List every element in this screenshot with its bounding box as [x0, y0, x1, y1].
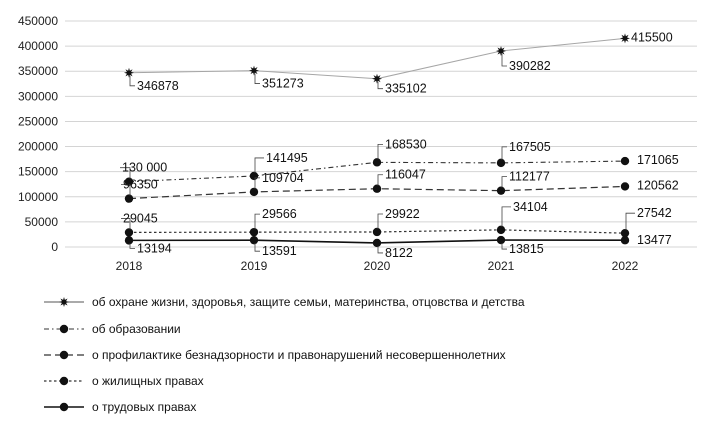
- data-point: [125, 228, 133, 236]
- legend-swatch-marker: [60, 377, 68, 385]
- legend-entry: [44, 400, 196, 414]
- legend-entry: [44, 374, 204, 388]
- y-tick-label: 250000: [17, 114, 58, 129]
- data-point: [250, 236, 258, 244]
- legend-swatch-marker: [60, 351, 68, 359]
- data-point: [373, 228, 381, 236]
- legend-entry: [44, 295, 525, 309]
- data-point: [621, 236, 629, 244]
- y-tick-label: 150000: [17, 164, 58, 179]
- label-leader: [502, 147, 507, 160]
- data-point: [250, 228, 258, 236]
- legend-label: об образовании: [92, 322, 181, 336]
- data-point: [496, 46, 506, 56]
- series-lines: [124, 33, 630, 247]
- y-tick-label: 0: [51, 240, 58, 254]
- label-leaders: [120, 54, 635, 256]
- legend-entry: [44, 348, 506, 362]
- y-tick-label: 100000: [17, 189, 58, 204]
- data-label: 346878: [137, 78, 179, 93]
- data-point: [621, 182, 629, 190]
- data-label: 112177: [509, 169, 550, 184]
- x-tick-label: 2021: [487, 259, 515, 273]
- label-leader: [378, 82, 383, 89]
- data-point: [373, 158, 381, 166]
- data-point: [497, 226, 505, 234]
- data-point: [620, 33, 630, 43]
- legend-label: о трудовых правах: [92, 400, 197, 414]
- legend-swatch-marker: [60, 403, 68, 411]
- y-tick-label: 450000: [17, 14, 58, 28]
- y-axis-ticks: [18, 14, 58, 254]
- data-point: [124, 68, 134, 78]
- data-label: 13815: [509, 242, 544, 257]
- data-label: 116047: [385, 167, 426, 182]
- x-tick-label: 2022: [611, 259, 639, 273]
- y-tick-label: 350000: [17, 64, 58, 79]
- data-label: 415500: [631, 30, 673, 45]
- data-label: 390282: [509, 58, 551, 73]
- data-label: 335102: [385, 81, 427, 96]
- data-label: 13591: [262, 244, 297, 259]
- label-leader: [130, 76, 135, 86]
- data-label: 168530: [385, 137, 427, 152]
- legend: [44, 295, 525, 414]
- data-point: [373, 239, 381, 247]
- data-label: 109704: [262, 170, 304, 185]
- x-tick-label: 2018: [115, 259, 143, 273]
- data-label: 171065: [637, 153, 679, 168]
- legend-swatch-marker: [59, 297, 69, 307]
- legend-label: об охране жизни, здоровья, защите семьи, материнства, отцовства и детства: [92, 295, 525, 309]
- data-label: 29922: [385, 206, 420, 221]
- data-label: 27542: [637, 206, 672, 221]
- legend-label: о жилищных правах: [92, 374, 204, 388]
- data-label: 120562: [637, 178, 679, 193]
- data-label: 29566: [262, 207, 297, 222]
- data-point: [497, 236, 505, 244]
- label-leader: [255, 74, 260, 84]
- y-tick-label: 50000: [24, 214, 58, 229]
- data-labels: [122, 30, 679, 260]
- data-point: [621, 157, 629, 165]
- data-label: 13194: [137, 241, 172, 256]
- data-point: [372, 74, 382, 84]
- y-tick-label: 300000: [17, 89, 58, 104]
- data-label: 167505: [509, 139, 551, 154]
- label-leader: [502, 207, 511, 227]
- x-axis-ticks: [116, 259, 639, 273]
- legend-entry: [44, 322, 181, 336]
- legend-label: о профилактике безнадзорности и правонарушений несовершеннолетних: [92, 348, 506, 362]
- data-point: [250, 172, 258, 180]
- x-tick-label: 2020: [363, 259, 391, 273]
- data-label: 96350: [123, 177, 158, 192]
- label-leader: [502, 177, 507, 188]
- legend-swatch-marker: [60, 325, 68, 333]
- data-point: [497, 159, 505, 167]
- data-point: [373, 185, 381, 193]
- data-label: 130 000: [122, 160, 168, 175]
- label-leader: [502, 54, 507, 66]
- data-label: 13477: [637, 233, 672, 248]
- data-label: 34104: [513, 199, 548, 214]
- data-label: 8122: [385, 245, 413, 260]
- y-tick-label: 400000: [17, 39, 58, 54]
- data-label: 141495: [266, 150, 308, 165]
- x-tick-label: 2019: [240, 259, 268, 273]
- y-tick-label: 200000: [17, 139, 58, 154]
- gridlines: [65, 21, 697, 247]
- label-leader: [378, 175, 383, 186]
- data-point: [249, 66, 259, 76]
- label-leader: [502, 243, 507, 249]
- data-label: 351273: [262, 76, 304, 91]
- data-point: [497, 186, 505, 194]
- data-point: [125, 194, 133, 202]
- data-point: [125, 236, 133, 244]
- data-point: [250, 188, 258, 196]
- data-label: 29045: [123, 211, 158, 226]
